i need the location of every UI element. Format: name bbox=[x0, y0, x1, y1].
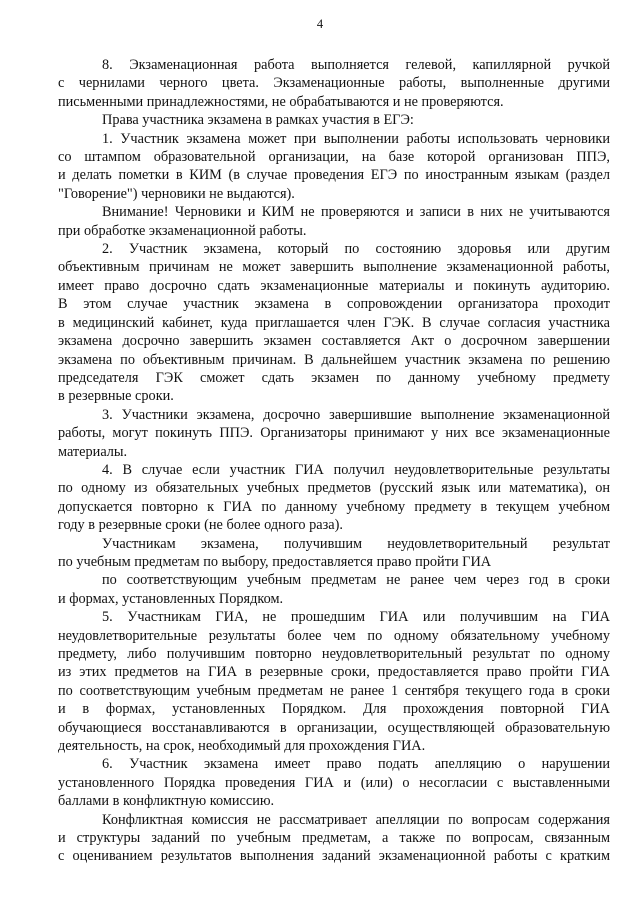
text-line: по одному из обязательных учебных предметов (русский язык или математика), он bbox=[58, 480, 610, 497]
text-line: имеет право досрочно сдать экзаменационные материалы и покинуть аудиторию. bbox=[58, 277, 610, 294]
text-line: с оцениванием результатов выполнения заданий экзаменационной работы с кратким bbox=[58, 848, 610, 865]
text-line: из этих предметов на ГИА в резервные сроки, предоставляется право пройти ГИА bbox=[58, 664, 610, 681]
text-line: В этом случае участник экзамена в сопровождении организатора проходит bbox=[58, 296, 610, 313]
text-line: и структуры заданий по учебным предметам, а также по вопросам, связанным bbox=[58, 830, 610, 847]
text-line: при обработке экзаменационной работы. bbox=[58, 222, 307, 239]
text-line: "Говорение") черновики не выдаются). bbox=[58, 185, 295, 202]
text-line: председателя ГЭК сможет сдать экзамен по данному учебному предмету bbox=[58, 369, 610, 386]
text-line: Права участника экзамена в рамках участия в ЕГЭ: bbox=[102, 112, 414, 129]
text-line: с чернилами черного цвета. Экзаменационные работы, выполненные другими bbox=[58, 75, 610, 92]
text-line: допускается повторно к ГИА по данному учебному предмету в текущем учебном bbox=[58, 498, 610, 515]
text-line: экзамена по объективным причинам. В дальнейшем участник экзамена по решению bbox=[58, 351, 610, 368]
text-line: письменными принадлежностями, не обрабатываются и не проверяются. bbox=[58, 93, 504, 110]
text-line: Участникам экзамена, получившим неудовлетворительный результат bbox=[102, 535, 610, 552]
document-body bbox=[58, 56, 610, 866]
text-line: экзамена досрочно завершить экзамен составляется Акт о досрочном завершении bbox=[58, 333, 610, 350]
text-line: 6. Участник экзамена имеет право подать апелляцию о нарушении bbox=[102, 756, 610, 773]
text-line: по соответствующим учебным предметам не ранее 1 сентября текущего года в сроки bbox=[58, 682, 610, 699]
text-line: работы, могут покинуть ППЭ. Организаторы принимают у них все экзаменационные bbox=[58, 425, 610, 442]
text-line: в медицинский кабинет, куда приглашается член ГЭК. В случае согласия участника bbox=[58, 314, 610, 331]
text-line: и в формах, установленных Порядком. Для прохождения повторной ГИА bbox=[58, 701, 610, 718]
text-line: деятельность, на срок, необходимый для прохождения ГИА. bbox=[58, 738, 426, 755]
text-line: 5. Участникам ГИА, не прошедшим ГИА или получившим на ГИА bbox=[102, 609, 610, 626]
text-line: баллами в конфликтную комиссию. bbox=[58, 793, 275, 810]
text-line: предмету, либо получившим повторно неудовлетворительный результат по одному bbox=[58, 646, 610, 662]
text-line: неудовлетворительные результаты более чем по одному обязательному учебному bbox=[58, 627, 610, 644]
text-line: 8. Экзаменационная работа выполняется гелевой, капиллярной ручкой bbox=[102, 57, 610, 73]
text-line: Конфликтная комиссия не рассматривает апелляции по вопросам содержания bbox=[102, 811, 610, 828]
text-line: Внимание! Черновики и КИМ не проверяются и записи в них не учитываются bbox=[102, 204, 610, 221]
text-line: по учебным предметам по выбору, предоставляется право пройти ГИА bbox=[58, 553, 492, 570]
text-line: материалы. bbox=[58, 443, 128, 460]
text-line: установленного Порядка проведения ГИА и (или) о несогласии с выставленными bbox=[58, 774, 610, 791]
text-line: и формах, установленных Порядком. bbox=[58, 590, 284, 607]
text-line: году в резервные сроки (не более одного раза). bbox=[58, 517, 343, 534]
text-line: 1. Участник экзамена может при выполнении работы использовать черновики bbox=[102, 130, 610, 147]
text-line: в резервные сроки. bbox=[58, 388, 174, 405]
text-line: объективным причинам не может завершить выполнение экзаменационной работы, bbox=[58, 259, 610, 276]
page-number: 4 bbox=[316, 17, 324, 31]
text-line: обучающиеся восстанавливаются в организации, осуществляющей образовательную bbox=[58, 719, 610, 736]
text-line: по соответствующим учебным предметам не ранее чем через год в сроки bbox=[102, 572, 610, 589]
text-line: 3. Участники экзамена, досрочно завершившие выполнение экзаменационной bbox=[102, 406, 610, 423]
text-line: 4. В случае если участник ГИА получил неудовлетворительные результаты bbox=[102, 461, 610, 478]
text-line: со штампом образовательной организации, на базе которой организован ППЭ, bbox=[58, 149, 610, 166]
text-line: 2. Участник экзамена, который по состоянию здоровья или другим bbox=[102, 241, 610, 258]
text-line: и делать пометки в КИМ (в случае проведения ЕГЭ по иностранным языкам (раздел bbox=[58, 167, 610, 184]
